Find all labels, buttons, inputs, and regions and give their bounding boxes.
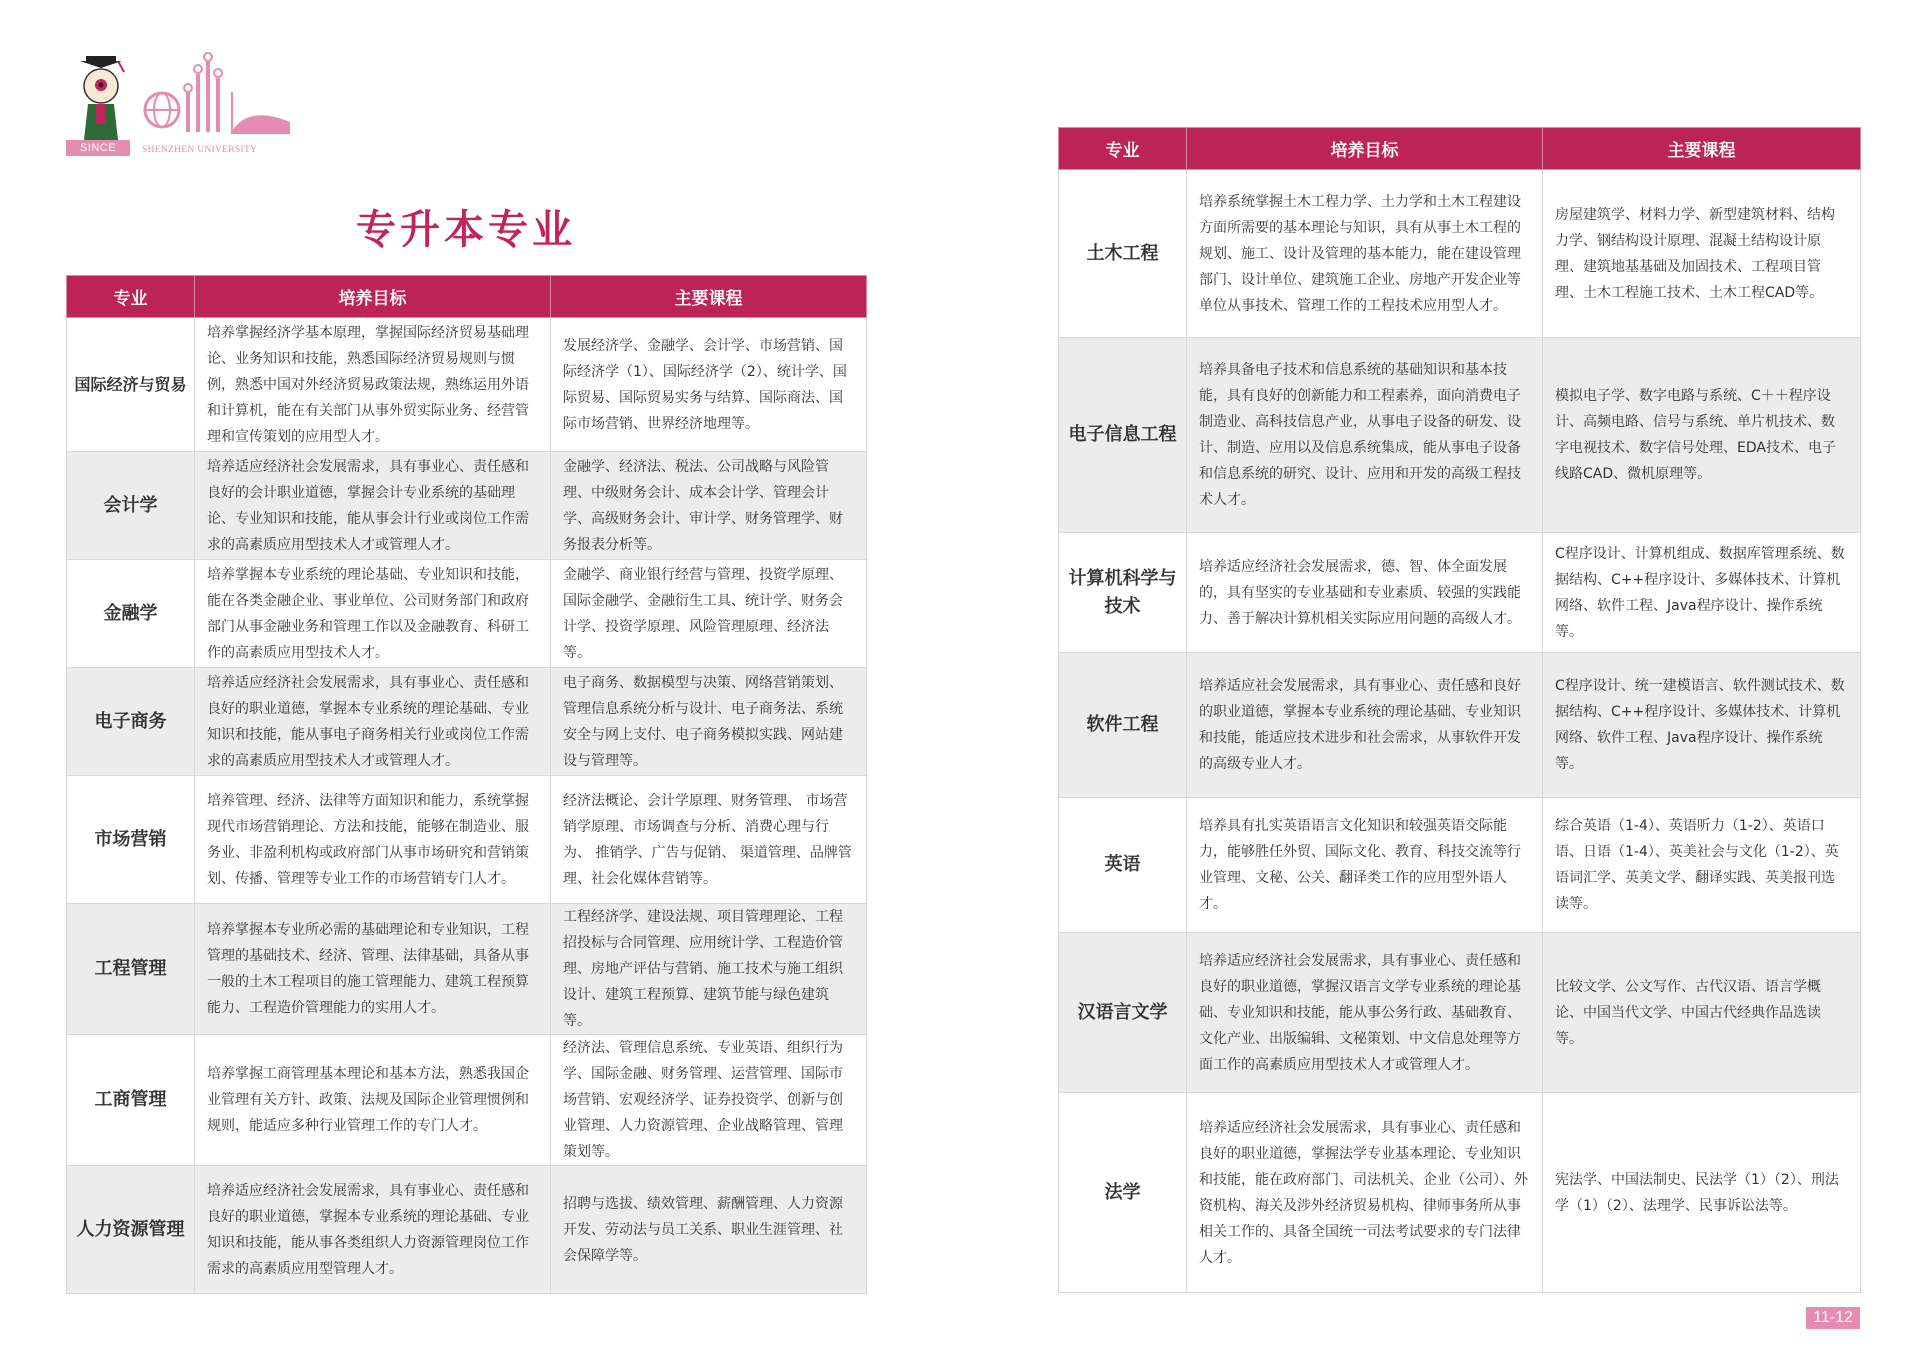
major-name: 计算机科学与技术 bbox=[1059, 533, 1187, 653]
main-courses: 发展经济学、金融学、会计学、市场营销、国际经济学（1）、国际经济学（2）、统计学、国际贸易、国际贸易实务与结算、国际商法、国际市场营销、世界经济地理等。 bbox=[551, 318, 867, 452]
major-name: 土木工程 bbox=[1059, 170, 1187, 338]
table-header-row bbox=[67, 276, 867, 318]
main-courses: C程序设计、统一建模语言、软件测试技术、数据结构、C++程序设计、多媒体技术、计算机网络、软件工程、Java程序设计、操作系统等。 bbox=[1543, 653, 1861, 798]
training-goal: 培养适应经济社会发展需求，具有事业心、责任感和良好的职业道德，掌握汉语言文学专业系统的理论基础、专业知识和技能，能从事公务行政、基础教育、文化产业、出版编辑、文秘策划、中文信息处理等方面工作的高素质应用型技术人才或管理人才。 bbox=[1187, 933, 1543, 1093]
table-row bbox=[1059, 338, 1861, 533]
table-row bbox=[67, 1035, 867, 1166]
table-row bbox=[67, 560, 867, 668]
table-row bbox=[1059, 653, 1861, 798]
training-goal: 培养适应经济社会发展需求，具有事业心、责任感和良好的职业道德，掌握本专业系统的理论基础、专业知识和技能，能从事电子商务相关行业或岗位工作需求的高素质应用型技术人才或管理人才。 bbox=[195, 668, 551, 776]
major-name: 人力资源管理 bbox=[67, 1166, 195, 1294]
training-goal: 培养掌握本专业所必需的基础理论和专业知识，工程管理的基础技术、经济、管理、法律基础，具备从事一般的土木工程项目的施工管理能力、建筑工程预算能力、工程造价管理能力的实用人才。 bbox=[195, 904, 551, 1035]
mascot-icon bbox=[66, 52, 136, 152]
major-name: 软件工程 bbox=[1059, 653, 1187, 798]
training-goal: 培养掌握工商管理基本理论和基本方法，熟悉我国企业管理有关方针、政策、法规及国际企业管理惯例和规则，能适应多种行业管理工作的专门人才。 bbox=[195, 1035, 551, 1166]
training-goal: 培养掌握经济学基本原理，掌握国际经济贸易基础理论、业务知识和技能，熟悉国际经济贸易规则与惯例，熟悉中国对外经济贸易政策法规，熟练运用外语和计算机，能在有关部门从事外贸实际业务、经营管理和宣传策划的应用型人才。 bbox=[195, 318, 551, 452]
major-name: 工程管理 bbox=[67, 904, 195, 1035]
table-row bbox=[67, 1166, 867, 1294]
major-name: 汉语言文学 bbox=[1059, 933, 1187, 1093]
main-courses: 比较文学、公文写作、古代汉语、语言学概论、中国当代文学、中国古代经典作品选读等。 bbox=[1543, 933, 1861, 1093]
main-courses: 模拟电子学、数字电路与系统、C＋＋程序设计、高频电路、信号与系统、单片机技术、数字电视技术、数字信号处理、EDA技术、电子线路CAD、微机原理等。 bbox=[1543, 338, 1861, 533]
major-name: 英语 bbox=[1059, 798, 1187, 933]
training-goal: 培养适应经济社会发展需求，德、智、体全面发展的，具有坚实的专业基础和专业素质、较强的实践能力、善于解决计算机相关实际应用问题的高级人才。 bbox=[1187, 533, 1543, 653]
major-name: 法学 bbox=[1059, 1093, 1187, 1293]
table-row bbox=[1059, 533, 1861, 653]
training-goal: 培养系统掌握土木工程力学、土力学和土木工程建设方面所需要的基本理论与知识，具有从事土木工程的规划、施工、设计及管理的基本能力，能在建设管理部门、设计单位、建筑施工企业、房地产开发企业等单位从事技术、管理工作的工程技术应用型人才。 bbox=[1187, 170, 1543, 338]
header-courses: 主要课程 bbox=[551, 276, 867, 318]
major-name: 国际经济与贸易 bbox=[67, 318, 195, 452]
table-header-row bbox=[1059, 128, 1861, 170]
main-courses: 招聘与选拔、绩效管理、薪酬管理、人力资源开发、劳动法与员工关系、职业生涯管理、社会保障学等。 bbox=[551, 1166, 867, 1294]
page-number: 11-12 bbox=[1806, 1307, 1860, 1329]
major-name: 电子商务 bbox=[67, 668, 195, 776]
table-row bbox=[1059, 798, 1861, 933]
main-courses: 工程经济学、建设法规、项目管理理论、工程招投标与合同管理、应用统计学、工程造价管理、房地产评估与营销、施工技术与施工组织设计、建筑工程预算、建筑节能与绿色建筑等。 bbox=[551, 904, 867, 1035]
training-goal: 培养具备电子技术和信息系统的基础知识和基本技能，具有良好的创新能力和工程素养，面向消费电子制造业、高科技信息产业，从事电子设备的研发、设计、制造、应用以及信息系统集成，能从事电子设备和信息系统的研究、设计、应用和开发的高级工程技术人才。 bbox=[1187, 338, 1543, 533]
training-goal: 培养管理、经济、法律等方面知识和能力，系统掌握现代市场营销理论、方法和技能，能够在制造业、服务业、非盈利机构或政府部门从事市场研究和营销策划、传播、管理等专业工作的市场营销专门人才。 bbox=[195, 776, 551, 904]
logo-since-badge: SINCE 1983 bbox=[66, 140, 130, 156]
page-title: 专升本专业 bbox=[356, 207, 576, 253]
major-name: 市场营销 bbox=[67, 776, 195, 904]
table-row bbox=[67, 318, 867, 452]
training-goal: 培养适应经济社会发展需求，具有事业心、责任感和良好的职业道德，掌握法学专业基本理论、专业知识和技能，能在政府部门、司法机关、企业（公司）、外资机构、海关及涉外经济贸易机构、律师事务所从事相关工作的、具备全国统一司法考试要求的专门法律人才。 bbox=[1187, 1093, 1543, 1293]
table-row bbox=[67, 776, 867, 904]
header-major: 专业 bbox=[67, 276, 195, 318]
major-name: 金融学 bbox=[67, 560, 195, 668]
main-courses: 宪法学、中国法制史、民法学（1）（2）、刑法学（1）（2）、法理学、民事诉讼法等。 bbox=[1543, 1093, 1861, 1293]
major-name: 工商管理 bbox=[67, 1035, 195, 1166]
table-row bbox=[1059, 170, 1861, 338]
majors-table-right bbox=[1058, 127, 1861, 1293]
main-courses: 金融学、商业银行经营与管理、投资学原理、国际金融学、金融衍生工具、统计学、财务会计学、投资学原理、风险管理原理、经济法等。 bbox=[551, 560, 867, 668]
training-goal: 培养适应社会发展需求，具有事业心、责任感和良好的职业道德，掌握本专业系统的理论基础、专业知识和技能，能适应技术进步和社会需求，从事软件开发的高级专业人才。 bbox=[1187, 653, 1543, 798]
training-goal: 培养具有扎实英语语言文化知识和较强英语交际能力，能够胜任外贸、国际文化、教育、科技交流等行业管理、文秘、公关、翻译类工作的应用型外语人才。 bbox=[1187, 798, 1543, 933]
header-major: 专业 bbox=[1059, 128, 1187, 170]
main-courses: 房屋建筑学、材料力学、新型建筑材料、结构力学、钢结构设计原理、混凝土结构设计原理、建筑地基基础及加固技术、工程项目管理、土木工程施工技术、土木工程CAD等。 bbox=[1543, 170, 1861, 338]
main-courses: C程序设计、计算机组成、数据库管理系统、数据结构、C++程序设计、多媒体技术、计算机网络、软件工程、Java程序设计、操作系统等。 bbox=[1543, 533, 1861, 653]
header-courses: 主要课程 bbox=[1543, 128, 1861, 170]
table-row bbox=[67, 904, 867, 1035]
majors-table-left bbox=[66, 275, 867, 1294]
main-courses: 综合英语（1-4）、英语听力（1-2）、英语口语、日语（1-4）、英美社会与文化（1-2）、英语词汇学、英美文学、翻译实践、英美报刊选读等。 bbox=[1543, 798, 1861, 933]
campus-emblem-icon bbox=[142, 52, 292, 140]
main-courses: 经济法、管理信息系统、专业英语、组织行为学、国际金融、财务管理、运营管理、国际市场营销、宏观经济学、证券投资学、创新与创业管理、人力资源管理、企业战略管理、管理策划等。 bbox=[551, 1035, 867, 1166]
major-name: 会计学 bbox=[67, 452, 195, 560]
major-name: 电子信息工程 bbox=[1059, 338, 1187, 533]
training-goal: 培养适应经济社会发展需求，具有事业心、责任感和良好的职业道德，掌握本专业系统的理论基础、专业知识和技能，能从事各类组织人力资源管理岗位工作需求的高素质应用型管理人才。 bbox=[195, 1166, 551, 1294]
main-courses: 金融学、经济法、税法、公司战略与风险管理、中级财务会计、成本会计学、管理会计学、高级财务会计、审计学、财务管理学、财务报表分析等。 bbox=[551, 452, 867, 560]
school-logo bbox=[66, 52, 296, 170]
table-row bbox=[1059, 1093, 1861, 1293]
table-row bbox=[1059, 933, 1861, 1093]
header-goal: 培养目标 bbox=[1187, 128, 1543, 170]
training-goal: 培养适应经济社会发展需求，具有事业心、责任感和良好的会计职业道德，掌握会计专业系统的基础理论、专业知识和技能，能从事会计行业或岗位工作需求的高素质应用型技术人才或管理人才。 bbox=[195, 452, 551, 560]
main-courses: 电子商务、数据模型与决策、网络营销策划、管理信息系统分析与设计、电子商务法、系统安全与网上支付、电子商务模拟实践、网站建设与管理等。 bbox=[551, 668, 867, 776]
table-row bbox=[67, 668, 867, 776]
training-goal: 培养掌握本专业系统的理论基础、专业知识和技能，能在各类金融企业、事业单位、公司财务部门和政府部门从事金融业务和管理工作以及金融教育、科研工作的高素质应用型技术人才。 bbox=[195, 560, 551, 668]
main-courses: 经济法概论、会计学原理、财务管理、 市场营销学原理、市场调查与分析、消费心理与行为、 推销学、广告与促销、 渠道管理、品牌管理、社会化媒体营销等。 bbox=[551, 776, 867, 904]
header-goal: 培养目标 bbox=[195, 276, 551, 318]
logo-school-name: SHENZHEN UNIVERSITY bbox=[142, 145, 258, 155]
table-row bbox=[67, 452, 867, 560]
